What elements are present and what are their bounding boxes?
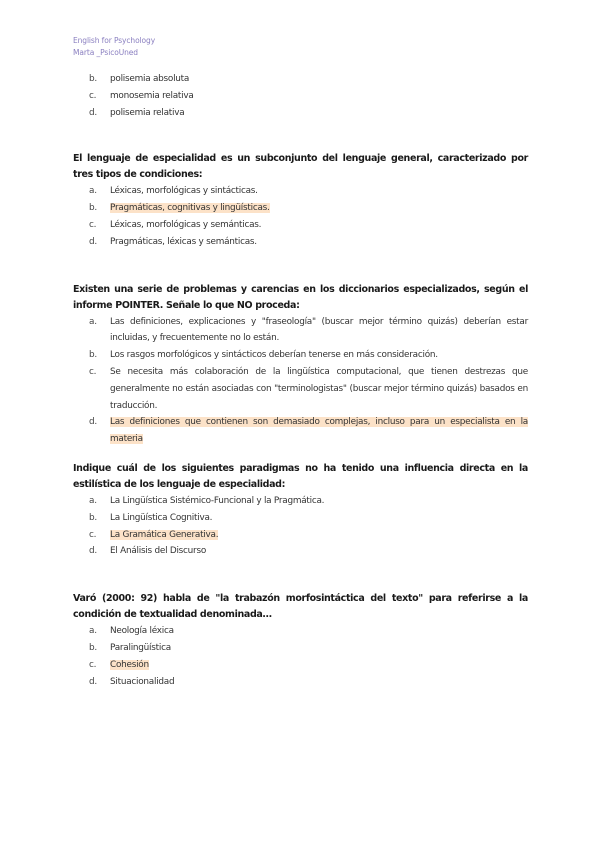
option-c-correct [73,527,528,544]
option-text: Léxicas, morfológicas y sintácticas. [110,186,258,197]
option-letter: d. [89,417,97,428]
option-letter: c. [89,90,97,101]
question-options [73,623,528,690]
option-letter: b. [89,512,97,523]
page-header [73,35,155,59]
option-text: El Análisis del Discurso [110,546,207,557]
highlighted-answer: Pragmáticas, cognitivas y lingüísticas. [110,203,270,214]
option-letter: a. [89,316,97,327]
option-text: polisemia absoluta [110,74,190,84]
option-text: Léxicas, morfológicas y semánticas. [110,219,262,230]
question-block-3 [73,461,528,560]
option-text: polisemia relativa [110,107,185,118]
option-letter: b. [89,203,97,214]
option-letter: c. [89,529,97,540]
option-a [73,493,528,510]
option-text: Se necesita más colaboración de la lingüística computacional, que tienen destrezas que generalmente no están asociadas con "terminologistas" (buscar mejor término quizás) basados en traducción. [110,366,528,411]
option-text: Los rasgos morfológicos y sintácticos deberían tenerse en más consideración. [110,350,438,361]
option-text: Las definiciones, explicaciones y "fraseología" (buscar mejor término quizás) deberían estar incluidas, y frecuentemente no lo están. [110,316,528,344]
option-d [73,543,528,560]
option-c [73,364,528,414]
question-options [73,183,528,250]
option-d-correct [73,414,528,448]
option-b [73,640,528,657]
question-block-2 [73,282,528,448]
option-letter: c. [89,366,97,377]
option-letter: d. [89,236,97,247]
option-d [73,105,528,122]
question-text: Varó (2000: 92) habla de "la trabazón morfosintáctica del texto" para referirse a la condición de textualidad denominada… [73,593,528,621]
author-name: Marta _PsicoUned [73,48,138,57]
option-d [73,234,528,251]
option-letter: a. [89,626,97,637]
intro-options [73,71,528,121]
option-b [73,347,528,364]
question-options [73,493,528,560]
course-title: English for Psychology [73,36,156,45]
option-c-correct [73,657,528,674]
option-b [73,71,528,88]
option-letter: d. [89,676,97,687]
option-text: Situacionalidad [110,676,175,687]
option-text: La Lingüística Cognitiva. [110,512,213,523]
question-block-1 [73,151,528,250]
option-b-correct [73,200,528,217]
question-text: Existen una serie de problemas y carencias en los diccionarios especializados, según el informe POINTER. Señale lo que NO proceda: [73,283,528,311]
highlighted-answer: Cohesión [110,659,149,670]
option-letter: c. [89,219,97,230]
option-text: Pragmáticas, léxicas y semánticas. [110,236,257,247]
option-letter: d. [89,107,97,118]
option-letter: b. [89,642,97,653]
option-text: Paralingüística [110,642,171,653]
option-c [73,217,528,234]
question-text: Indique cuál de los siguientes paradigmas no ha tenido una influencia directa en la estilística de los lenguaje de especialidad: [73,462,528,490]
option-letter: a. [89,495,97,506]
option-text: Neología léxica [110,626,174,637]
option-b [73,510,528,527]
option-letter: c. [89,659,97,670]
option-a [73,183,528,200]
option-letter: b. [89,350,97,361]
option-letter: b. [89,74,97,84]
option-c [73,88,528,105]
option-letter: d. [89,546,97,557]
question-text: El lenguaje de especialidad es un subconjunto del lenguaje general, caracterizado por tres tipos de condiciones: [73,153,528,181]
option-text: La Lingüística Sistémico-Funcional y la Pragmática. [110,495,325,506]
document-body [73,71,528,690]
option-a [73,623,528,640]
option-d [73,674,528,691]
highlighted-answer: Las definiciones que contienen son demasiado complejas, incluso para un especialista en la materia [110,417,528,445]
option-text: monosemia relativa [110,90,194,101]
question-options [73,314,528,448]
option-letter: a. [89,186,97,197]
question-block-4 [73,591,528,690]
option-a [73,314,528,348]
highlighted-answer: La Gramática Generativa. [110,529,219,540]
